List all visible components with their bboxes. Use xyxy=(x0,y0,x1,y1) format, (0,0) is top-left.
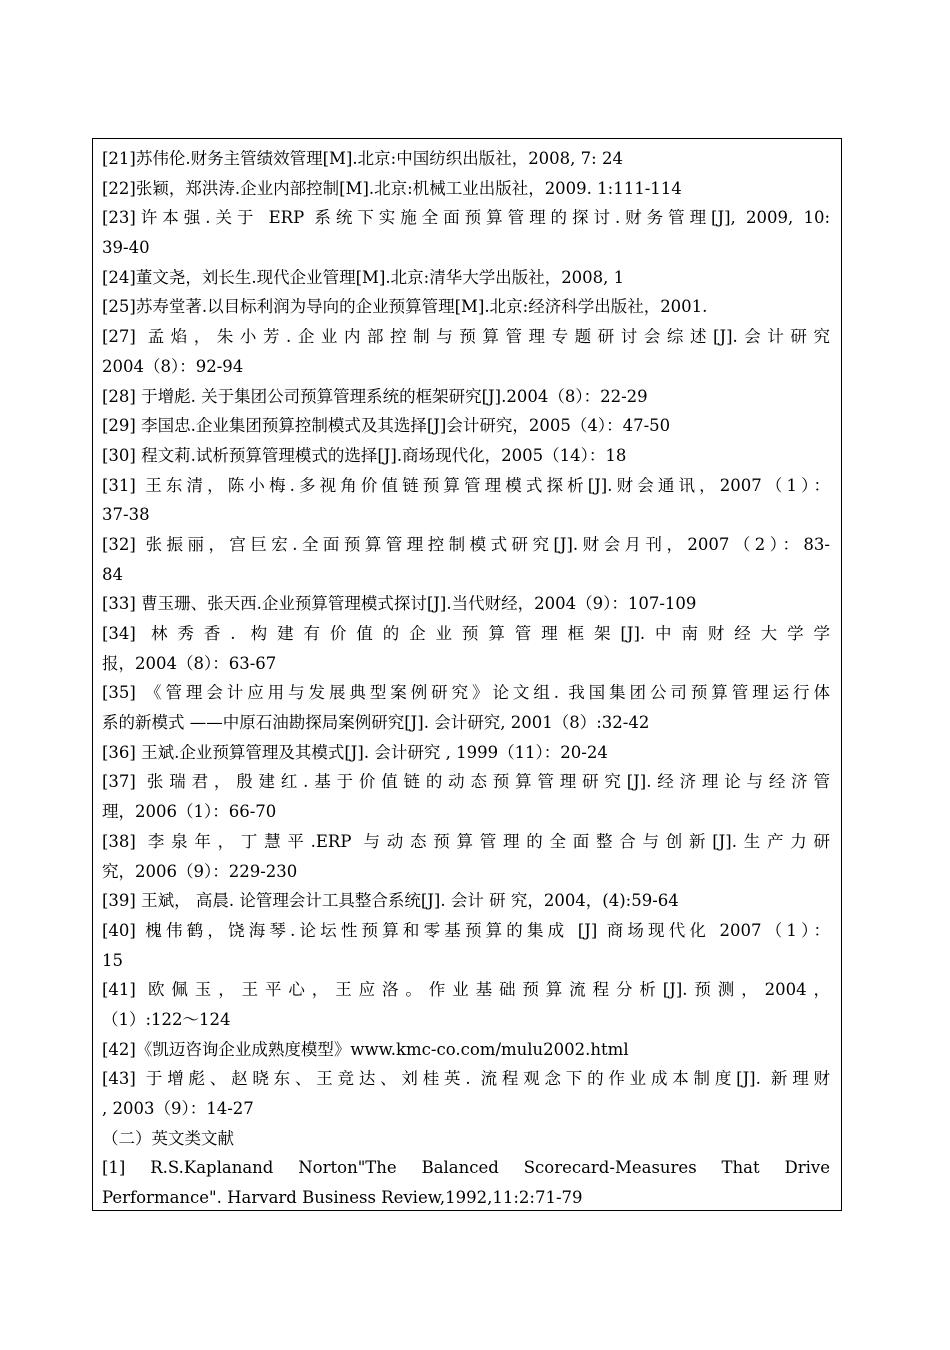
reference-line: [25]苏寿堂著.以目标利润为导向的企业预算管理[M].北京:经济科学出版社，2001. xyxy=(102,297,708,317)
reference-line: 报，2004（8）：63-67 xyxy=(102,653,277,673)
reference-entry xyxy=(102,411,830,441)
reference-line: [38] 李泉年，丁慧平.ERP 与动态预算管理的全面整合与创新[J].生产力研 xyxy=(102,831,830,851)
reference-entry xyxy=(102,916,830,975)
reference-line: 37-38 xyxy=(102,505,150,525)
reference-entry xyxy=(102,144,830,174)
reference-line: 理，2006（1）：66-70 xyxy=(102,802,277,822)
reference-line: [22]张颖，郑洪涛.企业内部控制[M].北京:机械工业出版社，2009. 1:111-114 xyxy=(102,178,682,198)
reference-entry xyxy=(102,292,830,322)
reference-entry xyxy=(102,767,830,826)
reference-line: [27] 孟焰，朱小芳.企业内部控制与预算管理专题研讨会综述[J].会计研究 xyxy=(102,327,830,347)
reference-entry xyxy=(102,471,830,530)
reference-line: 2004（8）：92-94 xyxy=(102,356,244,376)
reference-line: 究，2006（9）：229-230 xyxy=(102,861,298,881)
reference-line: [40] 槐伟鹤，饶海琴.论坛性预算和零基预算的集成 [J] 商场现代化 2007（1）： xyxy=(102,920,830,940)
reference-line: [43] 于增彪、赵晓东、王竞达、刘桂英. 流程观念下的作业成本制度[J]. 新理财 xyxy=(102,1069,830,1089)
reference-line: 15 xyxy=(102,950,123,970)
reference-line: 84 xyxy=(102,564,123,584)
reference-entry xyxy=(102,174,830,204)
reference-line: [32] 张振丽，宫巨宏.全面预算管理控制模式研究[J].财会月刊，2007（2）：83- xyxy=(102,534,830,554)
reference-line: Performance". Harvard Business Review,1992,11:2:71-79 xyxy=(102,1188,583,1208)
reference-entry xyxy=(102,1035,830,1065)
reference-line: [28] 于增彪. 关于集团公司预算管理系统的框架研究[J].2004（8）：22-29 xyxy=(102,386,648,406)
reference-entry xyxy=(102,738,830,768)
reference-entry xyxy=(102,886,830,916)
reference-entry xyxy=(102,1153,830,1212)
reference-entry xyxy=(102,975,830,1034)
reference-line: [37] 张瑞君，殷建红.基于价值链的动态预算管理研究[J].经济理论与经济管 xyxy=(102,772,830,792)
reference-line: [30] 程文莉.试析预算管理模式的选择[J].商场现代化，2005（14）：18 xyxy=(102,445,627,465)
reference-entry xyxy=(102,203,830,262)
reference-entry xyxy=(102,530,830,589)
reference-line: [29] 李国忠.企业集团预算控制模式及其选择[J]会计研究，2005（4）：47-50 xyxy=(102,416,671,436)
reference-entry xyxy=(102,1064,830,1123)
reference-entry xyxy=(102,619,830,678)
reference-line: [31] 王东清，陈小梅.多视角价值链预算管理模式探析[J].财会通讯，2007（1）： xyxy=(102,475,830,495)
reference-entry xyxy=(102,382,830,412)
reference-line: [33] 曹玉珊、张天西.企业预算管理模式探讨[J].当代财经，2004（9）：107-109 xyxy=(102,594,697,614)
reference-entry xyxy=(102,827,830,886)
reference-line: [24]董文尧，刘长生.现代企业管理[M].北京:清华大学出版社，2008, 1 xyxy=(102,267,625,287)
reference-line: , 2003（9）：14-27 xyxy=(102,1099,254,1118)
reference-entry xyxy=(102,441,830,471)
reference-entry xyxy=(102,678,830,737)
reference-line: [39] 王斌， 高晨. 论管理会计工具整合系统[J]. 会计 研 究，2004，(4):59-64 xyxy=(102,891,679,911)
section-heading-english-references xyxy=(102,1124,830,1154)
reference-line: 系的新模式 ——中原石油勘探局案例研究[J]. 会计研究, 2001（8）:32-42 xyxy=(102,713,650,733)
reference-line: [41] 欧佩玉，王平心，王应洛。作业基础预算流程分析[J].预测，2004， xyxy=(102,980,830,1000)
reference-line: [35] 《管理会计应用与发展典型案例研究》论文组. 我国集团公司预算管理运行体 xyxy=(102,683,830,703)
reference-line: [23]许本强.关于 ERP 系统下实施全面预算管理的探讨.财务管理[J], 2009, 10: xyxy=(102,208,830,228)
reference-line: [42]《凯迈咨询企业成熟度模型》www.kmc-co.com/mulu2002.html xyxy=(102,1039,629,1059)
reference-line: [34] 林秀香. 构建有价值的企业预算管理框架[J].中南财经大学学 xyxy=(102,624,830,643)
reference-line: [36] 王斌.企业预算管理及其模式[J]. 会计研究 , 1999（11）：20-24 xyxy=(102,742,608,762)
section-heading-line: （二）英文类文献 xyxy=(102,1128,234,1148)
reference-entry xyxy=(102,589,830,619)
reference-entry xyxy=(102,263,830,293)
reference-line: 39-40 xyxy=(102,238,150,258)
reference-line: [21]苏伟伦.财务主管绩效管理[M].北京:中国纺织出版社，2008, 7: 24 xyxy=(102,149,623,168)
reference-line: （1）:122～124 xyxy=(102,1009,231,1029)
reference-line: [1] R.S.Kaplanand Norton"The Balanced Scorecard-Measures That Drive xyxy=(102,1158,830,1178)
reference-list xyxy=(102,144,830,1213)
reference-entry xyxy=(102,322,830,381)
